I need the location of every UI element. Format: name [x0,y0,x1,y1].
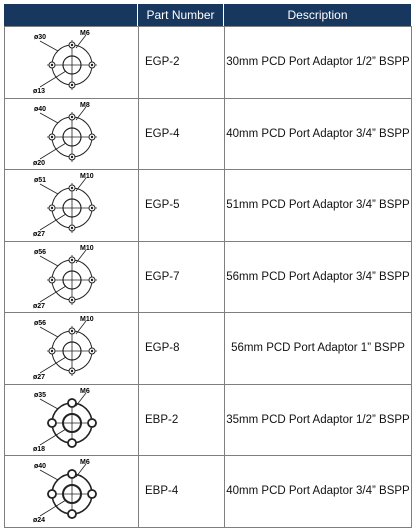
bolt-hole [68,470,76,478]
bolt-hole-center [70,116,72,118]
table-row [4,170,412,242]
part-number-cell: EBP-4 [138,456,224,527]
drawing-cell [4,385,138,456]
bolt-hole-center [70,84,72,86]
bolt-label: M6 [79,30,90,38]
table-row [4,385,412,457]
bolt-hole [48,419,56,427]
port-adaptor-drawing-icon [32,172,112,238]
bolt-hole-center [70,156,72,158]
description-cell: 30mm PCD Port Adaptor 1/2” BSPP [224,27,412,98]
table-row [4,27,412,99]
pcd-label: ø40 [33,105,46,113]
pcd-label: ø56 [33,248,46,256]
pcd-leader [40,256,58,266]
drawing-cell [4,170,138,241]
description-cell: 51mm PCD Port Adaptor 3/4” BSPP [224,170,412,241]
port-adaptor-drawing-icon [32,458,112,524]
port-adaptor-drawing-icon [32,244,112,310]
drawing-cell [4,242,138,313]
table-body [4,26,412,528]
part-number-cell: EGP-2 [138,27,224,98]
pcd-leader [40,399,58,409]
port-label: ø24 [32,517,45,525]
description-cell: 35mm PCD Port Adaptor 1/2” BSPP [224,385,412,456]
port-leader [40,214,66,230]
bolt-label: M6 [79,459,90,467]
bolt-hole-center [70,259,72,261]
part-number-cell: EBP-2 [138,385,224,456]
pcd-leader [40,184,58,194]
bolt-hole [68,439,76,447]
bolt-label: M10 [79,244,94,252]
bolt-hole-center [90,64,92,66]
description-cell: 56mm PCD Port Adaptor 3/4” BSPP [224,242,412,313]
port-adaptor-drawing-icon [32,387,112,453]
bolt-hole-center [50,350,52,352]
bolt-hole [68,399,76,407]
bolt-hole [88,490,96,498]
bolt-hole-center [50,64,52,66]
table-row [4,456,412,528]
parts-table [4,4,412,528]
port-adaptor-drawing-icon [32,315,112,381]
part-number-cell: EGP-5 [138,170,224,241]
pcd-label: ø40 [33,463,46,471]
table-row [4,242,412,314]
table-header [4,4,412,26]
port-label: ø13 [32,88,45,96]
port-adaptor-drawing-icon [32,101,112,167]
pcd-leader [40,41,58,51]
bolt-hole-center [90,136,92,138]
bolt-hole-center [70,299,72,301]
port-label: ø18 [32,445,45,453]
drawing-cell [4,27,138,98]
bolt-label: M10 [79,316,94,324]
bolt-hole-center [70,187,72,189]
pcd-label: ø51 [33,177,46,185]
port-label: ø27 [32,374,45,382]
description-cell: 40mm PCD Port Adaptor 3/4” BSPP [224,99,412,170]
bolt-hole [88,419,96,427]
bolt-label: M8 [79,101,90,109]
drawing-cell [4,456,138,527]
part-number-cell: EGP-7 [138,242,224,313]
bolt-hole-center [70,44,72,46]
port-label: ø27 [32,231,45,239]
bolt-hole-center [50,279,52,281]
port-adaptor-drawing-icon [32,29,112,95]
bolt-hole-center [90,350,92,352]
bolt-label: M10 [79,173,94,181]
pcd-leader [40,470,58,480]
bolt-hole-center [70,370,72,372]
bolt-hole-center [90,207,92,209]
bolt-hole-center [50,207,52,209]
bolt-hole [68,510,76,518]
part-number-cell: EGP-4 [138,99,224,170]
drawing-cell [4,313,138,384]
header-drawing [4,4,138,26]
pcd-label: ø30 [33,34,46,42]
bolt-hole [48,490,56,498]
description-cell: 40mm PCD Port Adaptor 3/4” BSPP [224,456,412,527]
header-description: Description [224,4,412,26]
bolt-hole-center [70,330,72,332]
bolt-label: M6 [79,387,90,395]
port-leader [40,71,66,87]
pcd-label: ø35 [33,391,46,399]
bolt-hole-center [70,227,72,229]
part-number-cell: EGP-8 [138,313,224,384]
description-cell: 56mm PCD Port Adaptor 1” BSPP [224,313,412,384]
bolt-hole-center [50,136,52,138]
port-label: ø20 [32,159,45,167]
table-row [4,313,412,385]
port-label: ø27 [32,302,45,310]
port-leader [40,286,66,302]
table-row [4,99,412,171]
pcd-leader [40,327,58,337]
header-part-number: Part Number [138,4,224,26]
pcd-label: ø56 [33,320,46,328]
port-leader [40,143,66,159]
drawing-cell [4,99,138,170]
bolt-hole-center [90,279,92,281]
port-leader [40,357,66,373]
pcd-leader [40,113,58,123]
